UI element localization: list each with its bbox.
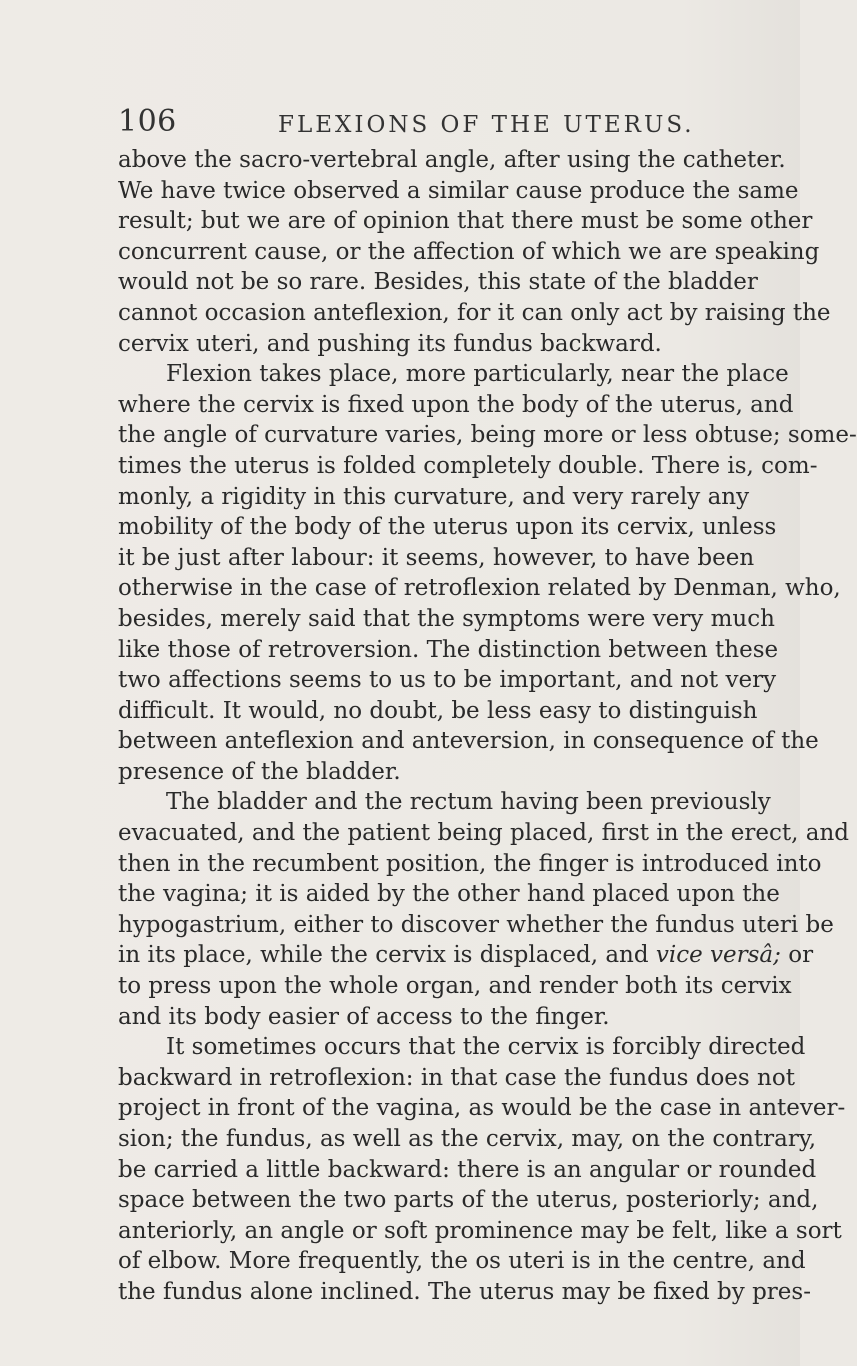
text-line: cannot occasion anteflexion, for it can only act by raising the [118,299,831,326]
text-line: mobility of the body of the uterus upon its cervix, unless [118,514,777,541]
text-line: backward in retroflexion: in that case the fundus does not [118,1064,795,1091]
text-line: result; but we are of opinion that there must be some other [118,208,813,235]
text-segment: in its place, while the cervix is displaced, and [118,942,656,969]
text-line: presence of the bladder. [118,758,401,785]
page-header [118,104,738,144]
running-head: FLEXIONS OF THE UTERUS. [278,112,695,138]
text-line: difficult. It would, no doubt, be less easy to distinguish [118,697,758,724]
text-line: besides, merely said that the symptoms were very much [118,605,775,632]
paragraph-start-line: It sometimes occurs that the cervix is forcibly directed [166,1034,806,1061]
text-line: otherwise in the case of retroflexion related by Denman, who, [118,575,841,602]
page-number: 106 [118,104,177,139]
text-line: of elbow. More frequently, the os uteri is in the centre, and [118,1248,806,1275]
text-line: times the uterus is folded completely double. There is, com- [118,452,818,479]
text-line: above the sacro-vertebral angle, after using the catheter. [118,147,786,173]
paragraph-start-line: The bladder and the rectum having been previously [166,789,771,816]
text-line: like those of retroversion. The distinction between these [118,636,779,663]
text-line: We have twice observed a similar cause produce the same [118,177,799,204]
text-line: concurrent cause, or the affection of which we are speaking [118,238,820,265]
text-line: evacuated, and the patient being placed, first in the erect, and [118,820,850,847]
text-line: the fundus alone inclined. The uterus may be fixed by pres- [118,1278,811,1305]
text-line: between anteflexion and anteversion, in consequence of the [118,728,819,755]
text-line: sion; the fundus, as well as the cervix, may, on the contrary, [118,1126,817,1152]
text-line: the angle of curvature varies, being more or less obtuse; some- [118,422,857,449]
text-line: be carried a little backward: there is an angular or rounded [118,1156,817,1183]
text-line: it be just after labour: it seems, however, to have been [118,544,755,571]
body-text [118,145,857,1308]
paragraph-start-line: Flexion takes place, more particularly, near the place [166,361,789,388]
italic-phrase: vice versâ; [655,942,781,969]
text-line: would not be so rare. Besides, this state of the bladder [118,269,758,296]
text-line: where the cervix is fixed upon the body of the uterus, and [118,391,794,418]
text-line: the vagina; it is aided by the other hand placed upon the [118,881,780,908]
text-line: to press upon the whole organ, and render both its cervix [118,973,792,1000]
text-line: two affections seems to us to be important, and not very [118,667,777,694]
text-line: monly, a rigidity in this curvature, and very rarely any [118,483,750,510]
text-line: space between the two parts of the uterus, posteriorly; and, [118,1187,819,1214]
text-line: anteriorly, an angle or soft prominence may be felt, like a sort [118,1217,842,1244]
text-line: project in front of the vagina, as would be the case in antever- [118,1095,846,1122]
text-line: cervix uteri, and pushing its fundus backward. [118,330,662,357]
text-line: then in the recumbent position, the finger is introduced into [118,850,822,877]
text-line [118,940,814,971]
text-line: hypogastrium, either to discover whether the fundus uteri be [118,911,834,938]
text-line: and its body easier of access to the finger. [118,1003,610,1030]
text-segment: or [780,942,814,969]
